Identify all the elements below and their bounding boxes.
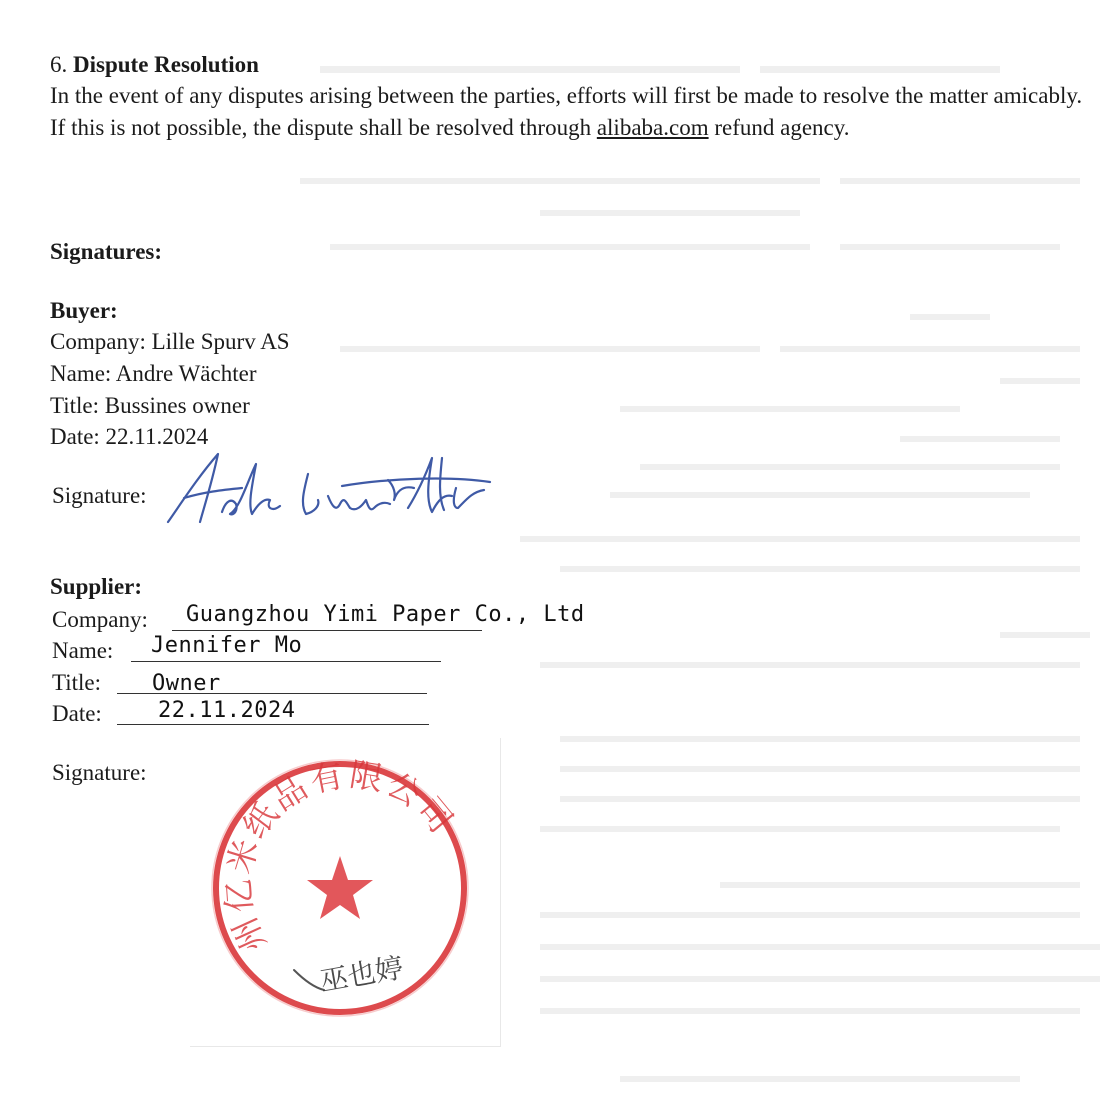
supplier-date-label: Date: — [52, 701, 102, 726]
seal-arc-text: 州亿米纸品有限公司 — [218, 754, 463, 958]
star-icon — [307, 856, 373, 919]
buyer-company: Company: Lille Spurv AS — [50, 329, 290, 354]
alibaba-link[interactable]: alibaba.com — [596, 115, 709, 140]
buyer-handwritten-signature — [160, 442, 500, 542]
supplier-company-value: Guangzhou Yimi Paper Co., Ltd — [186, 602, 585, 627]
seal-graphic — [190, 738, 500, 1046]
buyer-name: Name: Andre Wächter — [50, 361, 257, 386]
buyer-heading: Buyer: — [50, 298, 118, 323]
supplier-company-line — [172, 630, 482, 631]
buyer-title: Title: Bussines owner — [50, 393, 250, 418]
supplier-date-value: 22.11.2024 — [158, 698, 296, 723]
section-number: 6. — [50, 52, 68, 77]
supplier-title-value: Owner — [152, 671, 221, 696]
section-heading — [50, 49, 259, 81]
section-title: Dispute Resolution — [73, 52, 259, 77]
supplier-title-label: Title: — [52, 670, 102, 695]
supplier-heading: Supplier: — [50, 574, 143, 599]
supplier-name-value: Jennifer Mo — [151, 633, 303, 658]
supplier-date-line — [117, 724, 429, 725]
signatures-heading: Signatures: — [50, 239, 163, 264]
supplier-company-label: Company: — [52, 607, 148, 632]
supplier-signature-label: Signature: — [52, 760, 147, 785]
buyer-date: Date: 22.11.2024 — [50, 424, 209, 449]
buyer-signature-label: Signature: — [52, 483, 147, 508]
supplier-name-label: Name: — [52, 638, 114, 663]
supplier-name-line — [131, 661, 441, 662]
seal-signed-chars: 巫也婷 — [317, 950, 406, 998]
svg-text:州亿米纸品有限公司 — [218, 755, 463, 958]
paragraph-text-start: In the event of any disputes arising between the parties, efforts will first be made to resolve the matter amicably. If this is not possible, the dispute shall be resolved through — [50, 83, 1083, 140]
dispute-paragraph — [50, 80, 1100, 144]
company-seal-stamp — [190, 738, 501, 1047]
paragraph-text-end: refund agency. — [708, 115, 850, 140]
